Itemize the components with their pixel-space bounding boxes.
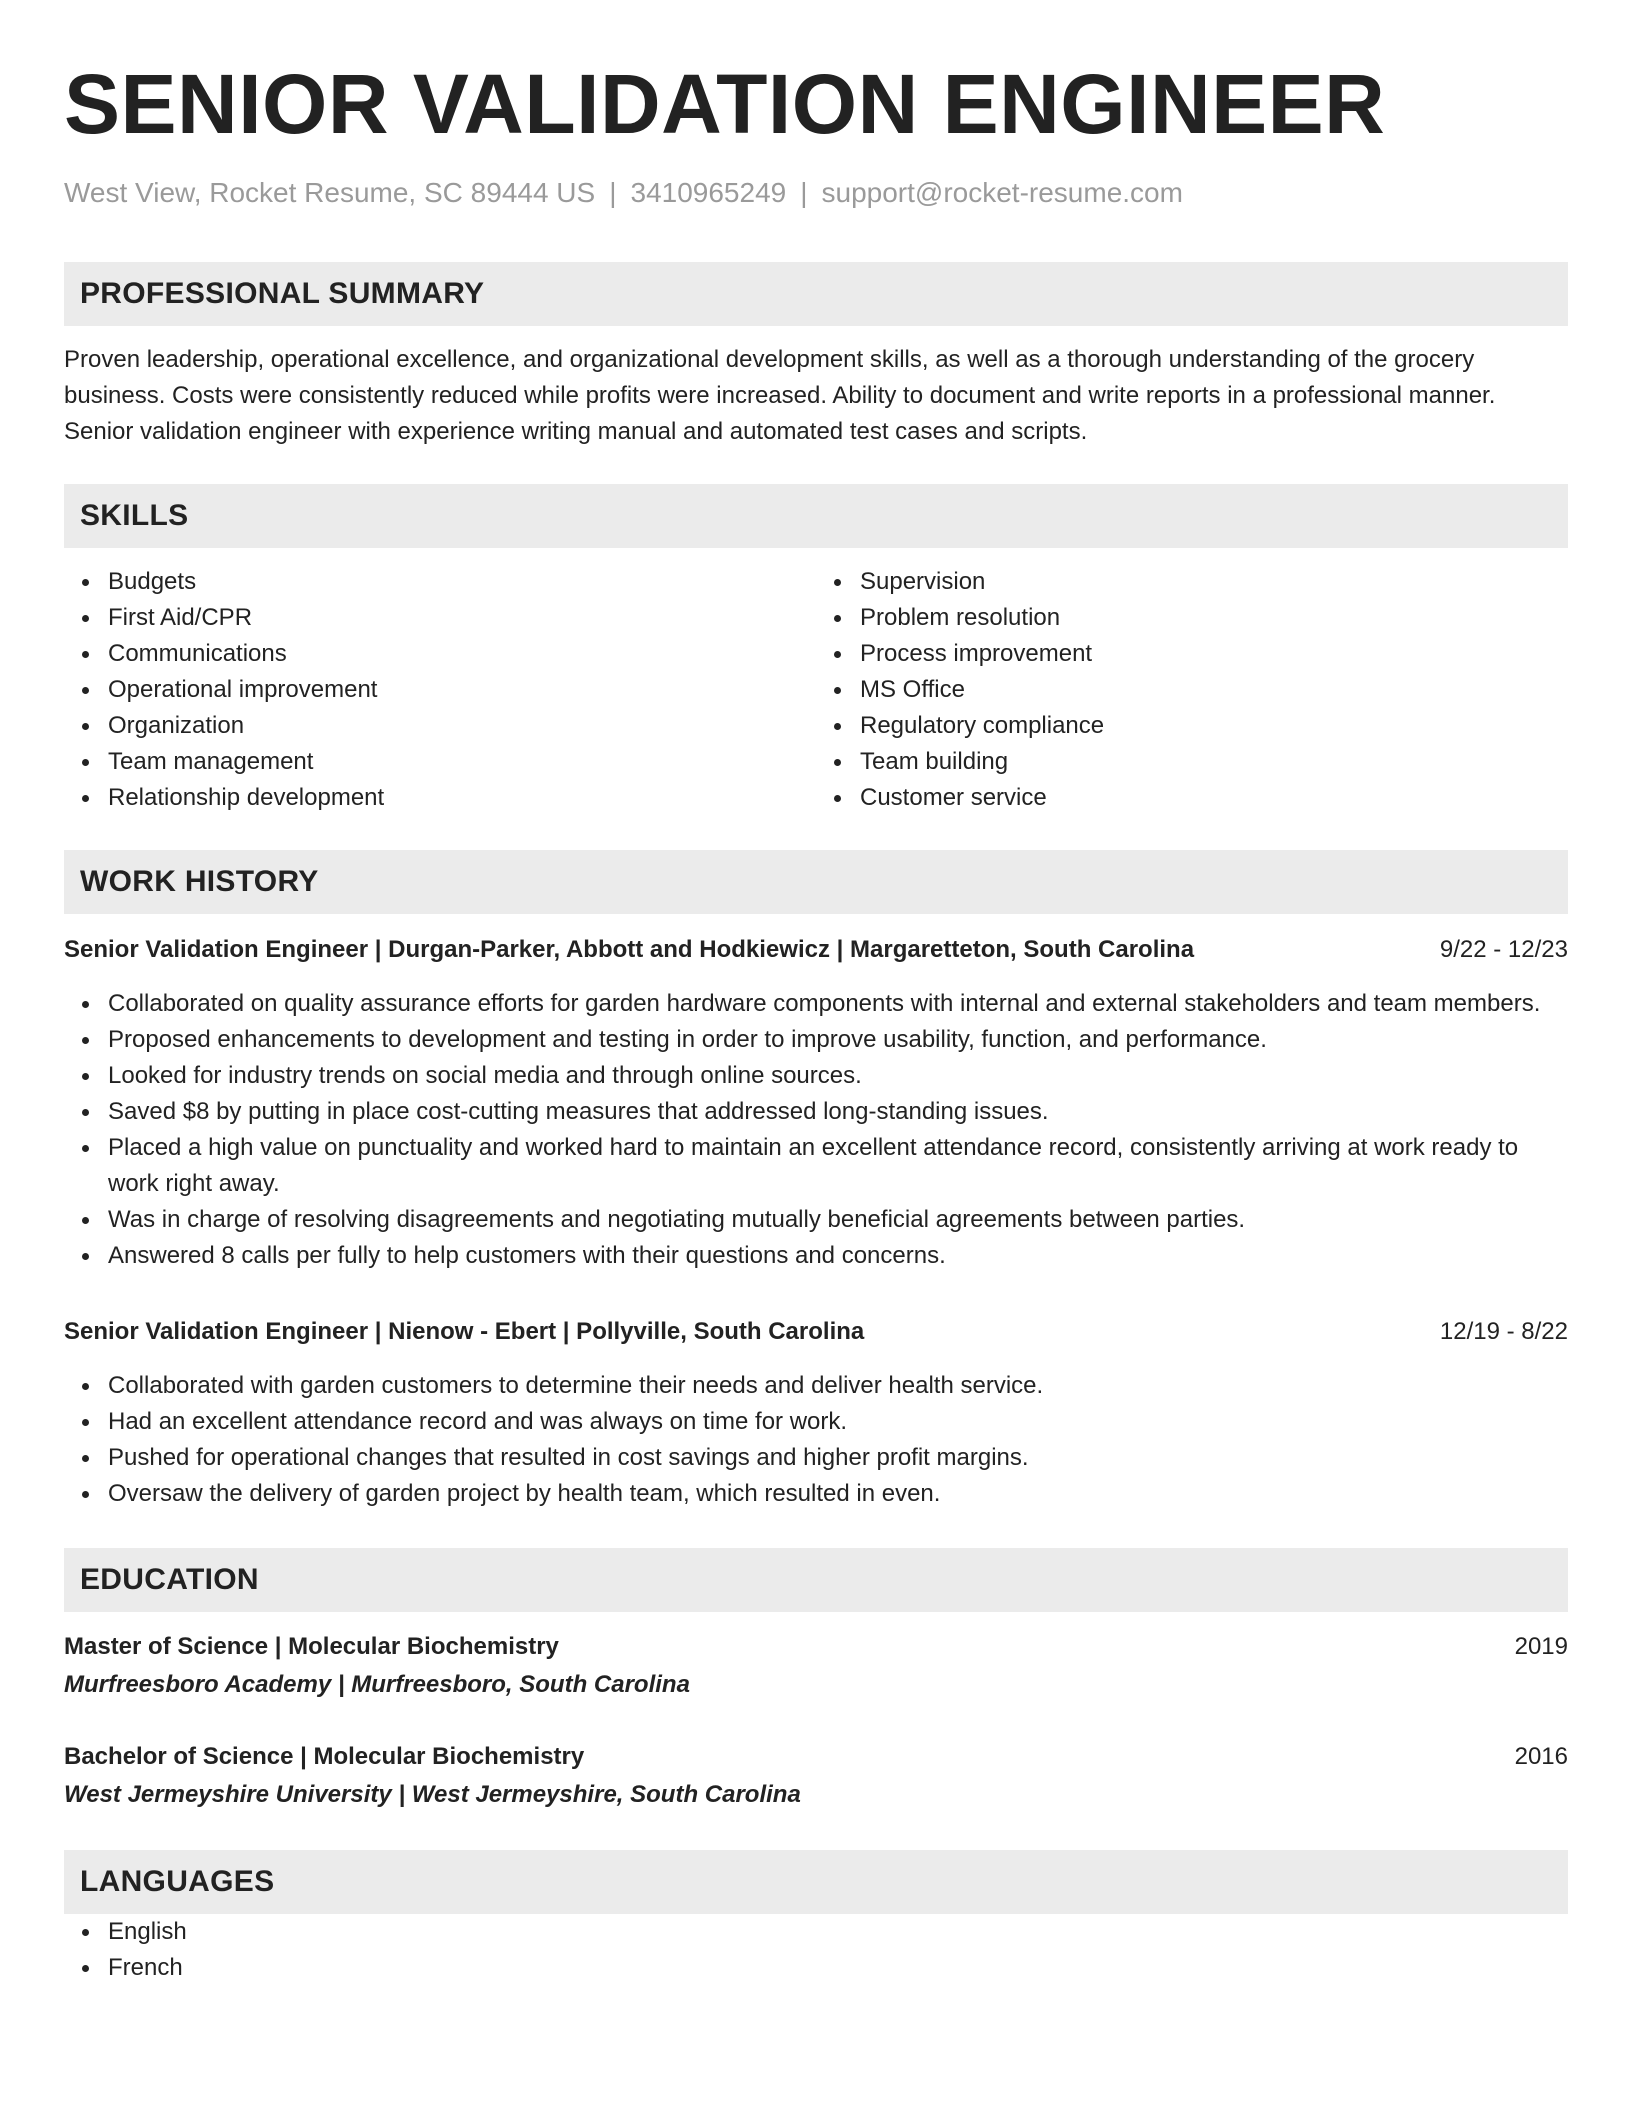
summary-text: Proven leadership, operational excellence, and organizational development skills, as well as a thorough understanding of the grocery business. Costs were consistently reduced while profits were increased. Ability to document and write reports in a professional manner. Senior validation engineer with experience writing manual and automated test cases and scripts. — [64, 346, 1496, 445]
job-bullet: Was in charge of resolving disagreements and negotiating mutually beneficial agreements between parties. — [64, 1202, 1568, 1238]
skills-column-right — [816, 564, 1568, 816]
skill-item: Communications — [64, 636, 816, 672]
education-year: 2016 — [1514, 1743, 1568, 1770]
job-bullet: Collaborated on quality assurance efforts for garden hardware components with internal and external stakeholders and team members. — [64, 986, 1568, 1022]
job-bullet: Oversaw the delivery of garden project by health team, which resulted in even. — [64, 1476, 1568, 1512]
education-degree: Bachelor of Science | Molecular Biochemistry — [64, 1743, 585, 1770]
skills-column-left — [64, 564, 816, 816]
section-header-languages: LANGUAGES — [64, 1850, 1568, 1914]
education-school: Murfreesboro Academy | Murfreesboro, South Carolina — [64, 1671, 690, 1698]
job-bullet: Saved $8 by putting in place cost-cutting measures that addressed long-standing issues. — [64, 1094, 1568, 1130]
skill-item: First Aid/CPR — [64, 600, 816, 636]
job-dates: 12/19 - 8/22 — [1439, 1318, 1568, 1345]
contact-line — [64, 176, 1568, 210]
education-year: 2019 — [1514, 1633, 1568, 1660]
section-header-work-history: WORK HISTORY — [64, 850, 1568, 914]
skill-item: Customer service — [816, 780, 1568, 816]
contact-phone: 3410965249 — [630, 177, 787, 208]
job-bullet: Had an excellent attendance record and was always on time for work. — [64, 1404, 1568, 1440]
job-bullet: Looked for industry trends on social media and through online sources. — [64, 1058, 1568, 1094]
contact-address: West View, Rocket Resume, SC 89444 US — [64, 177, 596, 208]
job-heading — [64, 1314, 1568, 1350]
job-bullet: Placed a high value on punctuality and worked hard to maintain an excellent attendance record, consistently arriving at work ready to work right away. — [64, 1130, 1568, 1202]
skill-item: MS Office — [816, 672, 1568, 708]
education-heading — [64, 1738, 1568, 1776]
language-item: French — [64, 1950, 1568, 1986]
section-header-skills: SKILLS — [64, 484, 1568, 548]
job-entry — [64, 1314, 1568, 1512]
education-school: West Jermeyshire University | West Jermeyshire, South Carolina — [64, 1781, 801, 1808]
skill-item: Team building — [816, 744, 1568, 780]
job-title: Senior Validation Engineer | Durgan-Parker, Abbott and Hodkiewicz | Margaretteton, South Carolina — [64, 936, 1195, 963]
skill-item: Supervision — [816, 564, 1568, 600]
skill-item: Problem resolution — [816, 600, 1568, 636]
skill-item: Operational improvement — [64, 672, 816, 708]
job-bullet: Pushed for operational changes that resulted in cost savings and higher profit margins. — [64, 1440, 1568, 1476]
education-degree: Master of Science | Molecular Biochemistry — [64, 1633, 559, 1660]
skill-item: Regulatory compliance — [816, 708, 1568, 744]
job-bullet: Collaborated with garden customers to determine their needs and deliver health service. — [64, 1368, 1568, 1404]
contact-separator: | — [800, 177, 808, 208]
language-item: English — [64, 1914, 1568, 1950]
job-dates: 9/22 - 12/23 — [1439, 936, 1568, 963]
skill-item: Process improvement — [816, 636, 1568, 672]
skill-item: Relationship development — [64, 780, 816, 816]
section-header-summary: PROFESSIONAL SUMMARY — [64, 262, 1568, 326]
contact-email: support@rocket-resume.com — [821, 177, 1183, 208]
skill-item: Organization — [64, 708, 816, 744]
job-bullet: Answered 8 calls per fully to help customers with their questions and concerns. — [64, 1238, 1568, 1274]
resume-name-title: SENIOR VALIDATION ENGINEER — [64, 57, 1386, 151]
education-entry — [64, 1628, 1568, 1704]
education-entry — [64, 1738, 1568, 1814]
skill-item: Team management — [64, 744, 816, 780]
job-bullet: Proposed enhancements to development and testing in order to improve usability, function, and performance. — [64, 1022, 1568, 1058]
skills-list — [64, 564, 1568, 816]
education-heading — [64, 1628, 1568, 1666]
job-bullets — [64, 1368, 1568, 1512]
job-heading — [64, 932, 1568, 968]
job-bullets — [64, 986, 1568, 1274]
section-header-education: EDUCATION — [64, 1548, 1568, 1612]
job-entry — [64, 932, 1568, 1274]
job-title: Senior Validation Engineer | Nienow - Ebert | Pollyville, South Carolina — [64, 1318, 865, 1345]
skill-item: Budgets — [64, 564, 816, 600]
languages-list — [64, 1914, 1568, 1986]
contact-separator: | — [609, 177, 617, 208]
